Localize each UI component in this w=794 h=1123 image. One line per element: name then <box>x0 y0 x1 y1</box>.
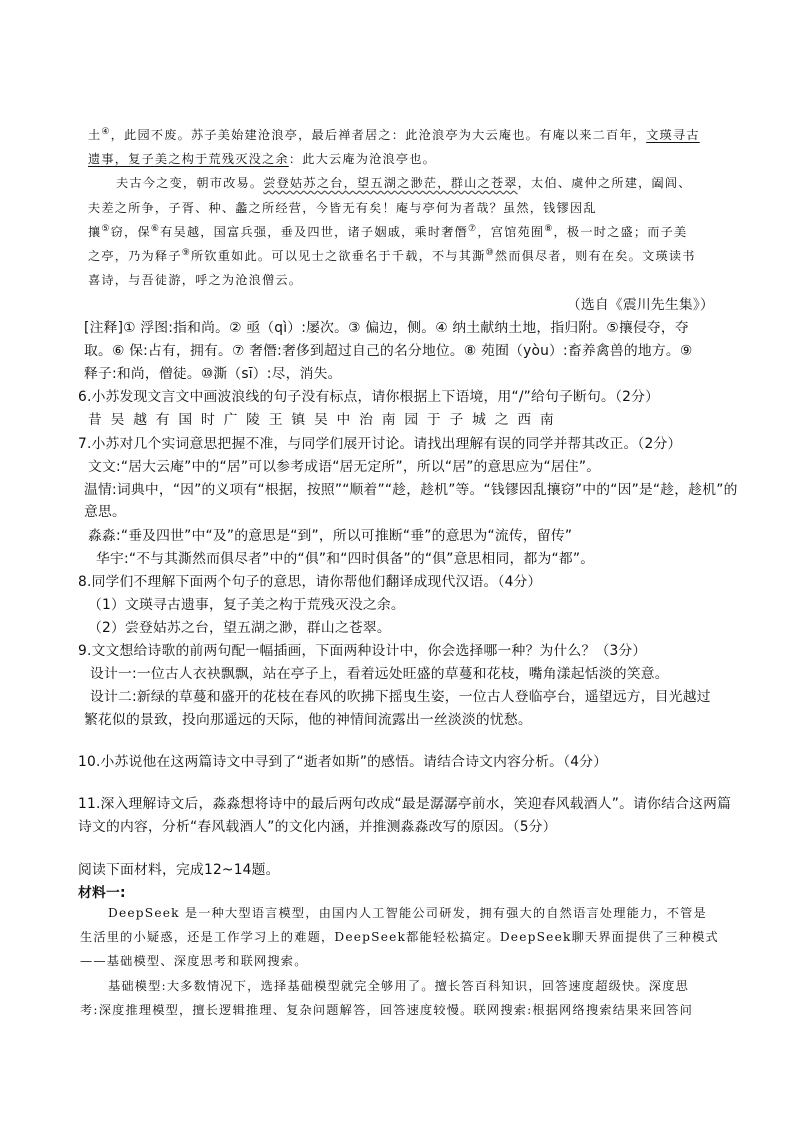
passage-line-5 <box>88 223 687 240</box>
sentence-char: 昔 <box>88 412 102 428</box>
question-9-design-1: 设计一:一位古人衣袂飘飘，站在亭子上，看着远处旺盛的草蔓和花枝，嘴角漾起恬淡的笑意。 <box>90 666 669 682</box>
sentence-char: 时 <box>200 412 215 428</box>
notes-line-3: 释子:和尚，僧徒。⑩澌（sī）:尽，消失。 <box>84 366 342 382</box>
footnote-marker: ⑥ <box>150 223 161 234</box>
question-7-wenqing-cont: 意思。 <box>84 504 126 520</box>
question-11-stem: 11.深入理解诗文后，淼淼想将诗中的最后两句改成“最是潺潺亭前水，笑迎春风载酒人”。请你结合这两篇 <box>78 796 732 812</box>
sentence-char: 镇 <box>291 412 306 428</box>
passage-text: 攘 <box>88 225 102 239</box>
material-heading: 材料一: <box>78 885 126 901</box>
question-6-sentence <box>88 408 562 428</box>
material-paragraph-2-cont: 考:深度推理模型，擅长逻辑推理、复杂问题解答，回答速度较慢。联网搜索:根据网络搜索结果来回答问 <box>80 1003 694 1017</box>
question-7-miaomiao: 淼淼:“垂及四世”中“及”的意思是“到”，所以可推断“垂”的意思为“流传，留传” <box>88 528 573 544</box>
sentence-char: 南 <box>381 412 396 428</box>
question-6-stem: 6.小苏发现文言文中画波浪线的句子没有标点，请你根据上下语境，用“/”给句子断句。（2分） <box>78 389 660 405</box>
sentence-char: 之 <box>494 412 509 428</box>
passage-text: ，太伯、虞仲之所建，阖闾、 <box>517 176 692 190</box>
sentence-char: 治 <box>359 412 374 428</box>
question-7-wenqing: 温情:词典中，“因”的义项有“根据，按照”“顺着”“趁，趁机”等。“钱镠因乱攘窃”中的“因”是“趁，趁机”的 <box>84 482 738 498</box>
question-11-stem-cont: 诗文的内容，分析“春风载酒人”的文化内涵，并推测淼淼改写的原因。（5分） <box>78 819 557 835</box>
question-8-sentence-2: （2）尝登姑苏之台，望五湖之渺，群山之苍翠。 <box>88 620 391 636</box>
question-7-huayu: 华宇:“不与其澌然而俱尽者”中的“俱”和“四时俱备”的“俱”意思相同，都为“都”。 <box>96 551 595 567</box>
passage-line-6 <box>88 247 696 264</box>
sentence-char: 陵 <box>246 412 261 428</box>
sentence-char: 南 <box>539 412 554 428</box>
notes-line-1: [注释]① 浮图:指和尚。② 亟（qì）:屡次。③ 偏边，侧。④ 纳土献纳土地，指归附。⑤攘侵夺，夺 <box>84 320 689 336</box>
passage-text: ，此园不废。苏子美始建沧浪亭，最后禅者居之：此沧浪亭为大云庵也。有庵以来二百年， <box>110 128 647 142</box>
sentence-char: 中 <box>336 412 351 428</box>
question-9-design-2-cont: 繁花似的景致，投向那遥远的天际，他的神情间流露出一丝淡淡的忧愁。 <box>84 712 532 728</box>
material-paragraph-1-end: ——基础模型、深度思考和联网搜索。 <box>80 954 308 968</box>
sentence-char: 广 <box>223 412 238 428</box>
passage-line-3 <box>116 174 692 191</box>
underlined-sentence: 遗事，复子美之构于荒残灭没之余 <box>88 152 289 166</box>
footnote-marker: ⑩ <box>485 247 495 258</box>
passage-text: ：此大云庵为沧浪亭也。 <box>288 152 437 166</box>
passage-text: ，极一时之盛；而子美 <box>553 225 688 239</box>
sentence-char: 越 <box>133 412 148 428</box>
footnote-marker: ⑤ <box>101 223 111 234</box>
footnote-marker: ⑦ <box>468 223 478 234</box>
passage-line-4: 夫差之所争，子胥、种、蠡之所经营，今皆无有矣！庵与亭何为者哉？虽然，钱镠因乱 <box>88 201 597 215</box>
passage-text: 夫古今之变，朝市改易。 <box>116 176 264 190</box>
sentence-char: 吴 <box>110 412 125 428</box>
sentence-char: 吴 <box>313 412 328 428</box>
sentence-char: 国 <box>178 412 193 428</box>
question-9-design-2: 设计二:新绿的草蔓和盛开的花枝在春风的吹拂下摇曳生姿，一位古人登临亭台，遥望远方，目光越过 <box>90 689 711 705</box>
passage-line-1 <box>88 126 700 143</box>
sentence-char: 于 <box>426 412 441 428</box>
sentence-char: 城 <box>472 412 487 428</box>
passage-line-2 <box>88 150 436 167</box>
question-7-stem: 7.小苏对几个实词意思把握不准，与同学们展开讨论。请找出理解有误的同学并帮其改正。（2分） <box>78 436 682 452</box>
passage-text: 窃，保 <box>110 225 151 239</box>
wavy-underlined-sentence: 尝登姑苏之台，望五湖之渺茫，群山之苍翠 <box>263 176 518 190</box>
passage-source: （选自《震川先生集》） <box>566 297 714 313</box>
section-intro: 阅读下面材料，完成12~14题。 <box>78 862 280 878</box>
sentence-char: 园 <box>404 412 419 428</box>
passage-text: 之亭，乃为释子 <box>88 249 182 263</box>
material-paragraph-1-cont: 生活里的小疑惑，还是工作学习上的难题，DeepSeek都能轻松搞定。DeepSeek聊天界面提供了三种模式 <box>80 930 719 944</box>
underlined-sentence: 文瑛寻古 <box>646 128 700 142</box>
passage-text: 然而俱尽者，则有在矣。文瑛读书 <box>494 249 696 263</box>
passage-text: 有吴越，国富兵强，垂及四世，诸子姻戚，乘时奢僭 <box>160 225 469 239</box>
question-10-stem: 10.小苏说他在这两篇诗文中寻到了“逝者如斯”的感悟。请结合诗文内容分析。（4分） <box>78 754 608 770</box>
sentence-char: 子 <box>449 412 464 428</box>
passage-text: ，宫馆苑囿 <box>477 225 545 239</box>
footnote-marker: ⑧ <box>544 223 554 234</box>
question-7-wenwen: 文文:“居大云庵”中的“居”可以参考成语“居无定所”，所以“居”的意思应为“居住”。 <box>88 459 601 475</box>
footnote-marker: ⑨ <box>181 247 191 258</box>
notes-line-2: 取。⑥ 保:占有，拥有。⑦ 奢僭:奢侈到超过自己的名分地位。⑧ 苑囿（yòu）:畜养禽兽的地方。⑨ <box>84 343 693 359</box>
passage-text: 所钦重如此。可以见士之欲垂名于千载，不与其澌 <box>191 249 486 263</box>
material-paragraph-1: DeepSeek 是一种大型语言模型，由国内人工智能公司研发，拥有强大的自然语言处理能力，不管是 <box>108 906 707 920</box>
sentence-char: 王 <box>268 412 283 428</box>
sentence-char: 有 <box>155 412 170 428</box>
question-9-stem: 9.文文想给诗歌的前两句配一幅插画，下面两种设计中，你会选择哪一种？为什么？（3分） <box>78 643 647 659</box>
question-8-sentence-1: （1）文瑛寻古遗事，复子美之构于荒残灭没之余。 <box>88 597 405 613</box>
sentence-char: 西 <box>517 412 532 428</box>
question-8-stem: 8.同学们不理解下面两个句子的意思，请你帮他们翻译成现代汉语。（4分） <box>78 574 542 590</box>
passage-line-7: 喜诗，与吾徒游，呼之为沧浪僧云。 <box>88 273 303 287</box>
material-paragraph-2: 基础模型:大多数情况下，选择基础模型就完全够用了。擅长答百科知识，回答速度超级快。深度思 <box>108 979 689 993</box>
passage-text: 土 <box>88 128 102 142</box>
footnote-marker: ④ <box>101 126 111 137</box>
